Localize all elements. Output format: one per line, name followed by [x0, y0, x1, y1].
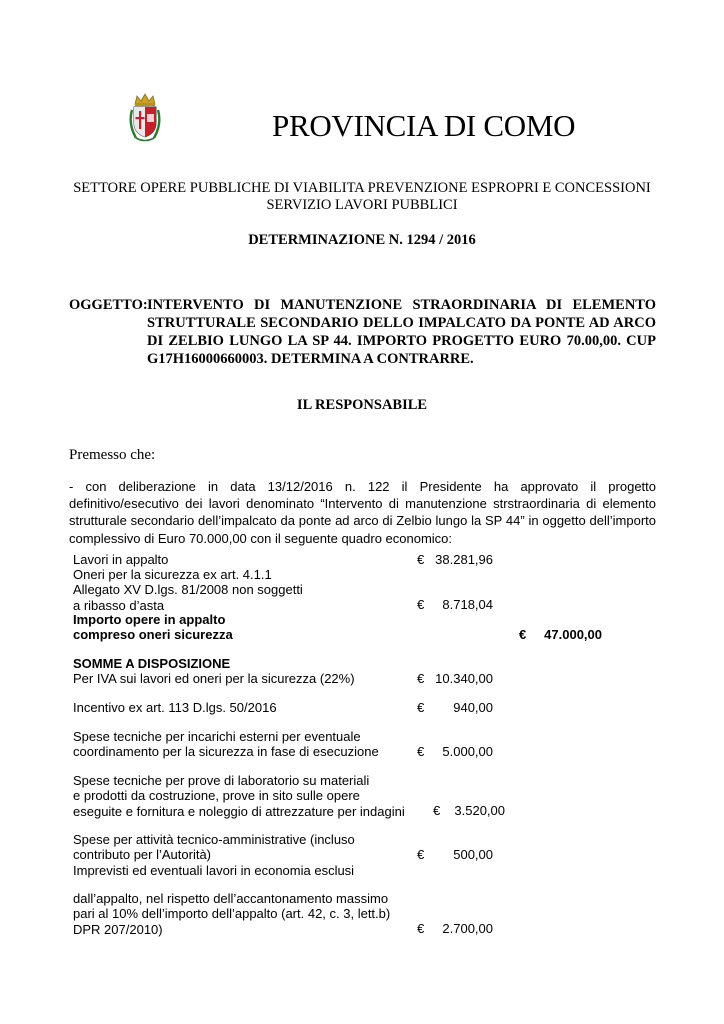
servizio-line: SERVIZIO LAVORI PUBBLICI	[266, 197, 458, 213]
province-coat-of-arms	[126, 92, 164, 144]
iva-label: Per IVA sui lavori ed oneri per la sicurezza (22%)	[73, 671, 355, 686]
premise-heading: Premesso che:	[69, 447, 156, 463]
spese-incarichi-label: Spese tecniche per incarichi esterni per eventuale coordinamento per la sicurezza in fase di esecuzione	[73, 729, 379, 760]
spese-attivita-label: Spese per attività tecnico-amministrative (incluso contributo per l’Autorità) Imprevisti ed eventuali lavori in economia esclusi	[73, 832, 355, 878]
importo-label: Importo opere in appalto compreso oneri sicurezza	[73, 612, 233, 643]
subject-text: INTERVENTO DI MANUTENZIONE STRAORDINARIA DI ELEMENTO STRUTTURALE SECONDARIO DELLO IMPALCATO DA PONTE AD ARCO DI ZELBIO LUNGO LA SP 44. IMPORTO PROGETTO EURO 70.00,00. CUP G17H16000660003. DETERMINA A CONTRARRE.	[147, 297, 656, 367]
department-heading	[0, 180, 724, 214]
settore-line: SETTORE OPERE PUBBLICHE DI VIABILITA PREVENZIONE ESPROPRI E CONCESSIONI	[73, 180, 651, 196]
subject-block	[69, 296, 656, 368]
lavori-label: Lavori in appalto	[73, 552, 169, 567]
determination-number: DETERMINAZIONE N. 1294 / 2016	[248, 232, 476, 248]
somme-heading: SOMME A DISPOSIZIONE	[73, 656, 231, 671]
responsible-heading: IL RESPONSABILE	[296, 397, 428, 413]
page-title: PROVINCIA DI COMO	[272, 108, 576, 143]
incentivo-label: Incentivo ex art. 113 D.lgs. 50/2016	[73, 700, 277, 715]
accantonamento-label: dall’appalto, nel rispetto dell’accantonamento massimo pari al 10% dell’importo dell’appalto (art. 42, c. 3, lett.b) DPR 207/2010)	[73, 891, 391, 937]
subject-label: OGGETTO:	[69, 297, 148, 313]
spese-prove-label: Spese tecniche per prove di laboratorio su materiali e prodotti da costruzione, prove in sito sulle opere eseguite e fornitura e noleggio di attrezzature per indagini	[73, 773, 405, 819]
deliberation-paragraph: - con deliberazione in data 13/12/2016 n. 122 il Presidente ha approvato il progetto definitivo/esecutivo dei lavori denominato “Intervento di manutenzione strstraordinaria di elemento strutturale secondario dell’impalcato da ponte ad arco di Zelbio lungo la SP 44” in oggetto dell’importo complessivo di Euro 70.000,00 con il seguente quadro economico:	[69, 479, 656, 546]
oneri-label: Oneri per la sicurezza ex art. 4.1.1 Allegato XV D.lgs. 81/2008 non soggetti a ribasso d’asta	[73, 567, 303, 613]
